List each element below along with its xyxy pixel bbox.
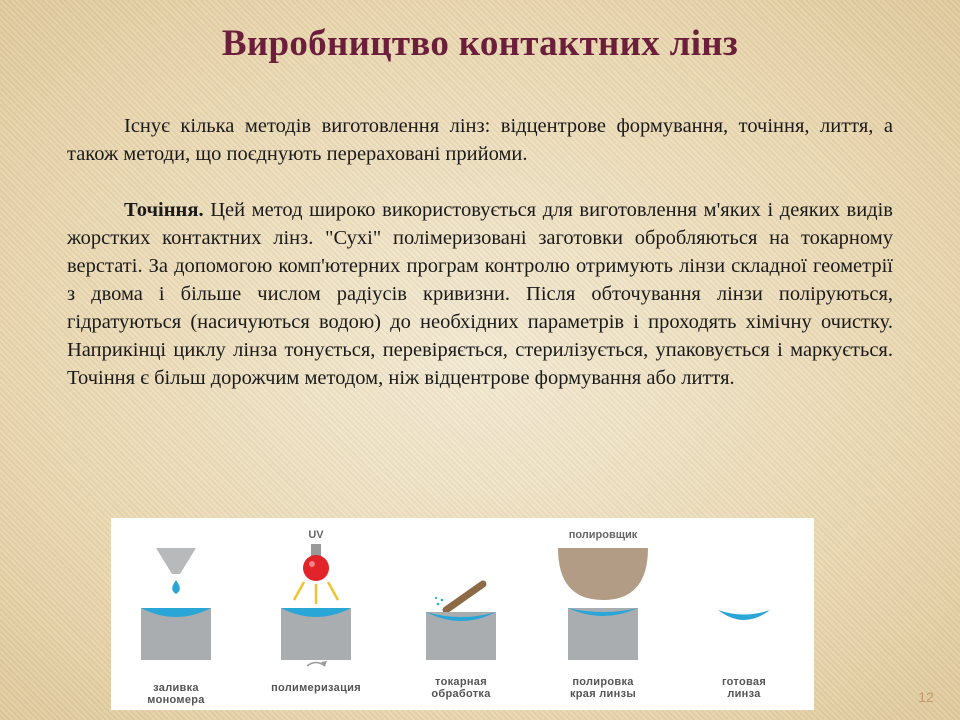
chip	[437, 603, 440, 606]
step-polymerization	[281, 529, 351, 666]
uv-lamp-icon	[303, 555, 329, 581]
lamp-base	[311, 544, 321, 556]
turning-text: Цей метод широко використовується для виготовлення м'яких і деяких видів жорстких контактних лінз. "Сухі" полімеризовані заготовки обробляються на токарному верстаті. За допомогою комп'ютерних програм контролю отримують лінзи складної геометрії з двома і більше числом радіусів кривизни. Після обточування лінзи поліруються, гідратуються (насичуються водою) до необхідних параметрів і проходять хімічну очистку. Наприкінці циклу лінза тонується, перевіряється, стерилізується, упаковується і маркується. Точіння є більш дорожчим методом, ніж відцентрове формування або лиття.	[67, 199, 893, 389]
polisher-icon	[558, 548, 648, 600]
slide-body	[67, 112, 893, 392]
step-label-finished	[699, 676, 789, 700]
step-label-line: полировка	[572, 676, 634, 688]
step-label-line: мономера	[147, 694, 205, 706]
step-label-line: токарная	[435, 676, 487, 688]
step-pouring	[141, 548, 211, 660]
step-label-line: линза	[727, 688, 761, 700]
step-label-line: полимеризация	[271, 682, 361, 694]
step-lathe	[426, 584, 496, 660]
intro-paragraph: Існує кілька методів виготовлення лінз: відцентрове формування, точіння, лиття, а також методи, що поєднують перераховані прийоми.	[67, 115, 893, 165]
uv-ray	[328, 582, 338, 600]
step-label-line: готовая	[721, 676, 767, 688]
step-label-line: края линзы	[569, 688, 637, 700]
chip	[441, 599, 444, 602]
step-label-polymerization	[251, 682, 381, 694]
step-label-line: заливка	[153, 682, 199, 694]
step-label-lathe	[406, 676, 516, 700]
chip	[435, 597, 437, 599]
uv-label: UV	[308, 529, 324, 541]
slide-title: Виробництво контактних лінз	[221, 23, 739, 64]
polisher-label: полировщик	[568, 529, 638, 541]
turning-paragraph	[67, 196, 893, 392]
step-finished	[718, 610, 770, 620]
uv-ray	[294, 582, 304, 600]
funnel-icon	[156, 548, 196, 574]
step-polishing	[558, 529, 648, 660]
lathe-tool-icon	[446, 584, 483, 610]
step-label-line: обработка	[431, 688, 491, 700]
step-label-pouring	[126, 682, 226, 706]
turning-label: Точіння.	[124, 199, 204, 221]
lens-manufacturing-figure	[111, 518, 814, 710]
monomer-drop	[172, 580, 180, 594]
finished-lens-icon	[718, 610, 770, 620]
lamp-highlight	[309, 561, 315, 567]
step-label-polishing	[543, 676, 663, 700]
page-number: 12	[918, 689, 934, 705]
